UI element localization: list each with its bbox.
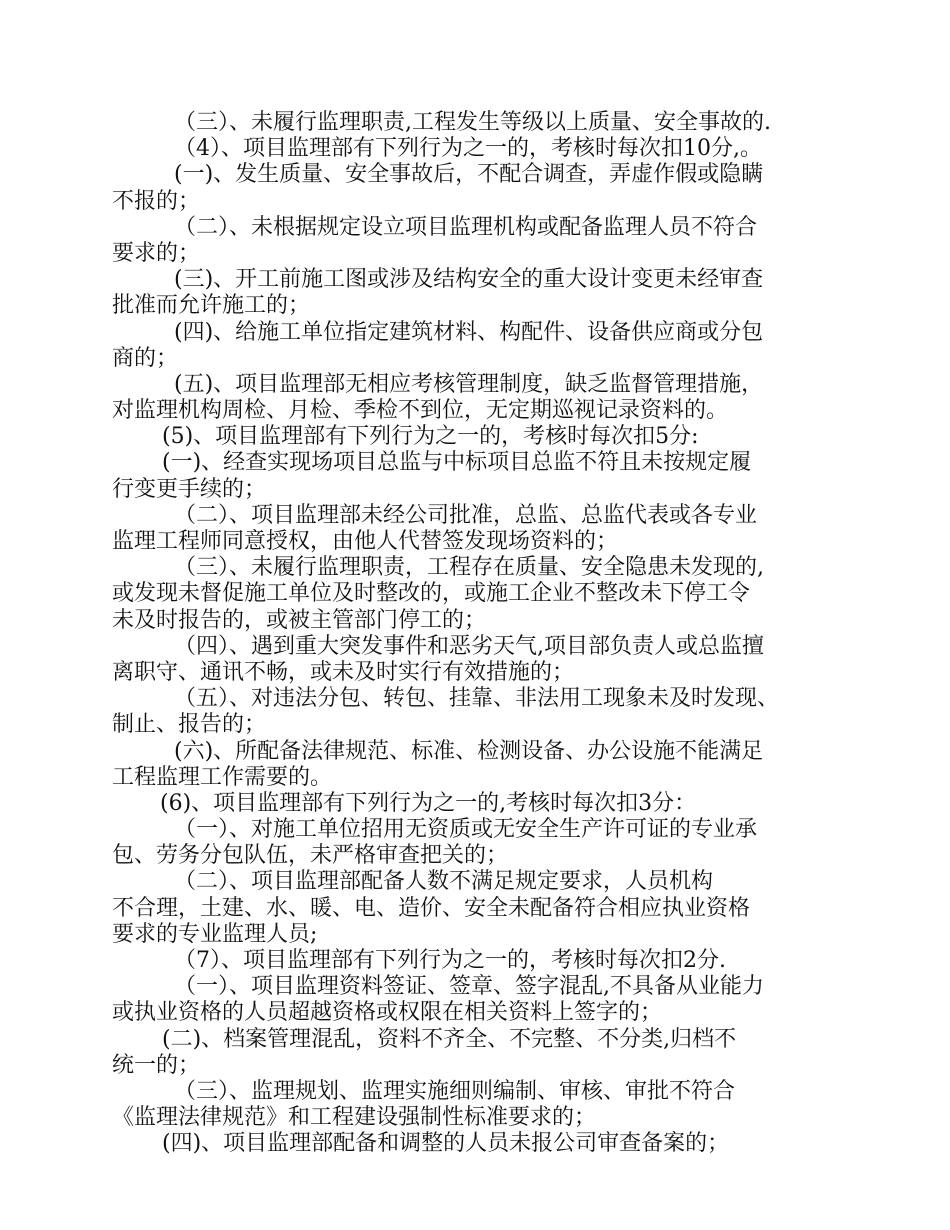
text-line: （三）、监理规划、监理实施细则编制、审核、审批不符合	[174, 1078, 736, 1104]
text-line: 批准而允许施工的；	[112, 293, 311, 319]
text-line: 包、劳务分包队伍，未严格审查把关的；	[112, 843, 509, 869]
text-line: (四)、项目监理部配备和调整的人员未报公司审查备案的；	[162, 1131, 730, 1157]
text-line: 统一的；	[112, 1052, 201, 1078]
text-line: (5)、项目监理部有下列行为之一的，考核时每次扣5分:	[162, 424, 699, 450]
text-line: （二）、项目监理部未经公司批准，总监、总监代表或各专业	[174, 502, 758, 528]
text-line: (一)、经查实现场项目总监与中标项目总监不符且未按规定履	[162, 450, 752, 476]
document-body	[112, 110, 847, 1158]
text-line: 不报的；	[112, 188, 201, 214]
text-line: 《监理法律规范》和工程建设强制性标准要求的；	[112, 1105, 597, 1131]
text-line: 或执业资格的人员超越资格或权限在相关资料上签字的；	[112, 1000, 663, 1026]
text-line: （二）、项目监理部配备人数不满足规定要求，人员机构	[174, 869, 714, 895]
text-line: （一）、对施工单位招用无资质或无安全生产许可证的专业承	[174, 817, 758, 843]
text-line: (五)、项目监理部无相应考核管理制度，缺乏监督管理措施，	[174, 371, 764, 397]
text-line: （4）、项目监理部有下列行为之一的，考核时每次扣10分,。	[174, 136, 762, 162]
text-line: 行变更手续的；	[112, 476, 267, 502]
text-line: 要求的；	[112, 240, 201, 266]
text-line: （7）、项目监理部有下列行为之一的，考核时每次扣2分.	[174, 948, 726, 973]
text-line: (六)、所配备法律规范、标准、检测设备、办公设施不能满足	[174, 738, 764, 764]
text-line: (二)、档案管理混乱，资料不齐全、不完整、不分类,归档不	[162, 1026, 737, 1052]
text-line: （四）、遇到重大突发事件和恶劣天气,项目部负责人或总监擅	[174, 633, 764, 659]
text-line: 或发现未督促施工单位及时整改的，或施工企业不整改未下停工令	[112, 581, 751, 607]
text-line: 对监理机构周检、月检、季检不到位，无定期巡视记录资料的。	[112, 398, 729, 424]
text-line: （五）、对违法分包、转包、挂靠、非法用工现象未及时发现、	[174, 686, 780, 712]
text-line: (一)、发生质量、安全事故后，不配合调查，弄虚作假或隐瞒	[174, 162, 764, 188]
text-line: （三）、未履行监理职责,工程发生等级以上质量、安全事故的.	[174, 110, 771, 135]
text-line: 离职守、通讯不畅，或未及时实行有效措施的；	[112, 659, 575, 685]
text-line: （二）、未根据规定设立项目监理机构或配备监理人员不符合	[174, 214, 758, 240]
text-line: 工程监理工作需要的。	[112, 764, 333, 790]
text-line: (四)、给施工单位指定建筑材料、构配件、设备供应商或分包	[174, 319, 764, 345]
text-line: (6)、项目监理部有下列行为之一的,考核时每次扣3分：	[160, 790, 697, 816]
text-line: （三）、未履行监理职责，工程存在质量、安全隐患未发现的,	[174, 555, 764, 581]
text-line: 商的；	[112, 345, 179, 371]
text-line: 监理工程师同意授权，由他人代替签发现场资料的；	[112, 529, 619, 554]
text-line: 制止、报告的；	[112, 712, 267, 738]
text-line: (三)、开工前施工图或涉及结构安全的重大设计变更未经审查	[174, 267, 764, 293]
text-line: 要求的专业监理人员;	[112, 921, 318, 947]
text-line: 不合理，土建、水、暖、电、造价、安全未配备符合相应执业资格	[112, 895, 751, 921]
text-line: （一）、项目监理资料签证、签章、签字混乱,不具备从业能力	[174, 974, 764, 1000]
text-line: 未及时报告的，或被主管部门停工的；	[112, 607, 487, 633]
